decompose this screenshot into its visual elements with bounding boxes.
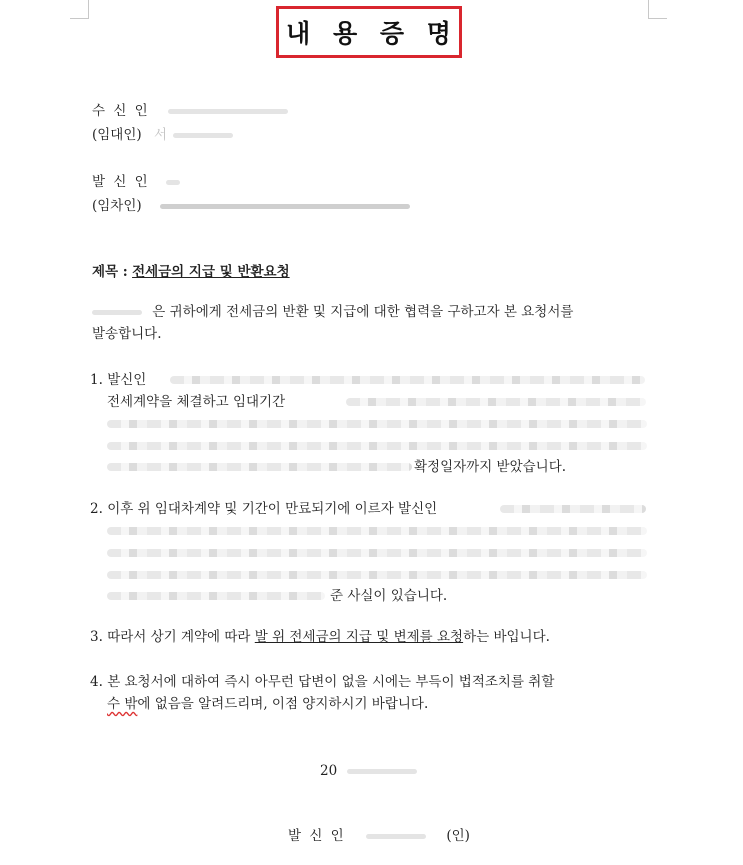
subject-row	[92, 263, 290, 281]
item-2-line-1	[90, 500, 437, 518]
item-1-text-start: 발신인	[107, 372, 147, 388]
item-1-text-2: 전세계약을 체결하고 임대기간	[107, 394, 286, 410]
signer-name-redacted	[366, 834, 426, 839]
recipient-role-row	[92, 126, 233, 144]
sender-role: (임차인)	[92, 198, 142, 214]
recipient-address-redacted	[173, 133, 233, 138]
sender-name-redacted	[166, 180, 180, 185]
sender-label: 발 신 인	[92, 174, 150, 190]
item-1-redacted-5	[107, 463, 412, 471]
signer-label: 발 신 인	[288, 828, 346, 844]
item-4-number: 4.	[90, 674, 103, 690]
intro-text-1: 은 귀하에게 전세금의 반환 및 지급에 대한 협력을 구하고자 본 요청서를	[152, 304, 574, 320]
document-title-box	[276, 6, 462, 58]
recipient-row	[92, 102, 288, 120]
intro-text-2: 발송합니다.	[92, 326, 162, 342]
intro-sender-redacted	[92, 310, 142, 315]
item-1-number: 1.	[90, 372, 103, 388]
date-fragment: 20	[320, 763, 338, 779]
recipient-label: 수 신 인	[92, 103, 150, 119]
item-1-redacted-2	[346, 398, 646, 406]
recipient-name-redacted	[168, 109, 288, 114]
item-2-redacted-5	[107, 592, 325, 600]
item-4-text-1: 본 요청서에 대하여 즉시 아무런 답변이 없을 시에는 부득이 법적조치를 취할	[107, 674, 555, 690]
item-4-line-1	[90, 673, 554, 691]
item-2-text-1: 이후 위 임대차계약 및 기간이 만료되기에 이르자 발신인	[107, 501, 438, 517]
intro-line-2	[92, 325, 162, 343]
item-2-number: 2.	[90, 501, 103, 517]
date-redacted	[347, 769, 417, 774]
item-3-text-before: 따라서 상기 계약에 따라	[107, 629, 255, 645]
sender-address-redacted	[160, 204, 410, 209]
item-1-redacted-3	[107, 420, 647, 428]
item-2-line-5	[330, 587, 447, 605]
document-title: 내 용 증 명	[286, 19, 458, 48]
item-2-text-end: 준 사실이 있습니다.	[330, 588, 448, 604]
item-1-line-5	[414, 458, 566, 476]
subject-label: 제목 :	[92, 264, 128, 280]
item-2-redacted-3	[107, 549, 647, 557]
item-1-line-1	[90, 371, 146, 389]
signature-row	[288, 827, 470, 845]
item-1-redacted-1	[170, 376, 645, 384]
item-3-text-underlined: 발 위 전세금의 지급 및 변제를 요청	[254, 629, 464, 645]
date-row	[320, 762, 417, 780]
item-1-redacted-4	[107, 442, 647, 450]
page-corner-mark-top-right	[648, 0, 667, 19]
item-4-line-2	[107, 695, 428, 713]
seal-mark: (인)	[446, 828, 470, 844]
sender-role-row	[92, 197, 410, 215]
item-3-text-after: 하는 바입니다.	[463, 629, 550, 645]
item-2-redacted-2	[107, 527, 647, 535]
recipient-role: (임대인)	[92, 127, 142, 143]
intro-line-1	[92, 303, 573, 321]
sender-row	[92, 173, 180, 191]
recipient-role-fragment: 서	[153, 127, 168, 143]
page-corner-mark-top-left	[70, 0, 89, 19]
item-2-redacted-4	[107, 571, 647, 579]
item-4-text-marked: 수 밖	[107, 696, 138, 712]
item-3-line	[90, 628, 550, 646]
item-2-redacted-1	[500, 505, 646, 513]
item-4-text-2: 에 없음을 알려드리며, 이점 양지하시기 바랍니다.	[137, 696, 429, 712]
item-3-number: 3.	[90, 629, 103, 645]
subject-title: 전세금의 지급 및 반환요청	[132, 264, 290, 280]
item-1-text-end: 확정일자까지 받았습니다.	[414, 459, 567, 475]
item-1-line-2	[107, 393, 285, 411]
